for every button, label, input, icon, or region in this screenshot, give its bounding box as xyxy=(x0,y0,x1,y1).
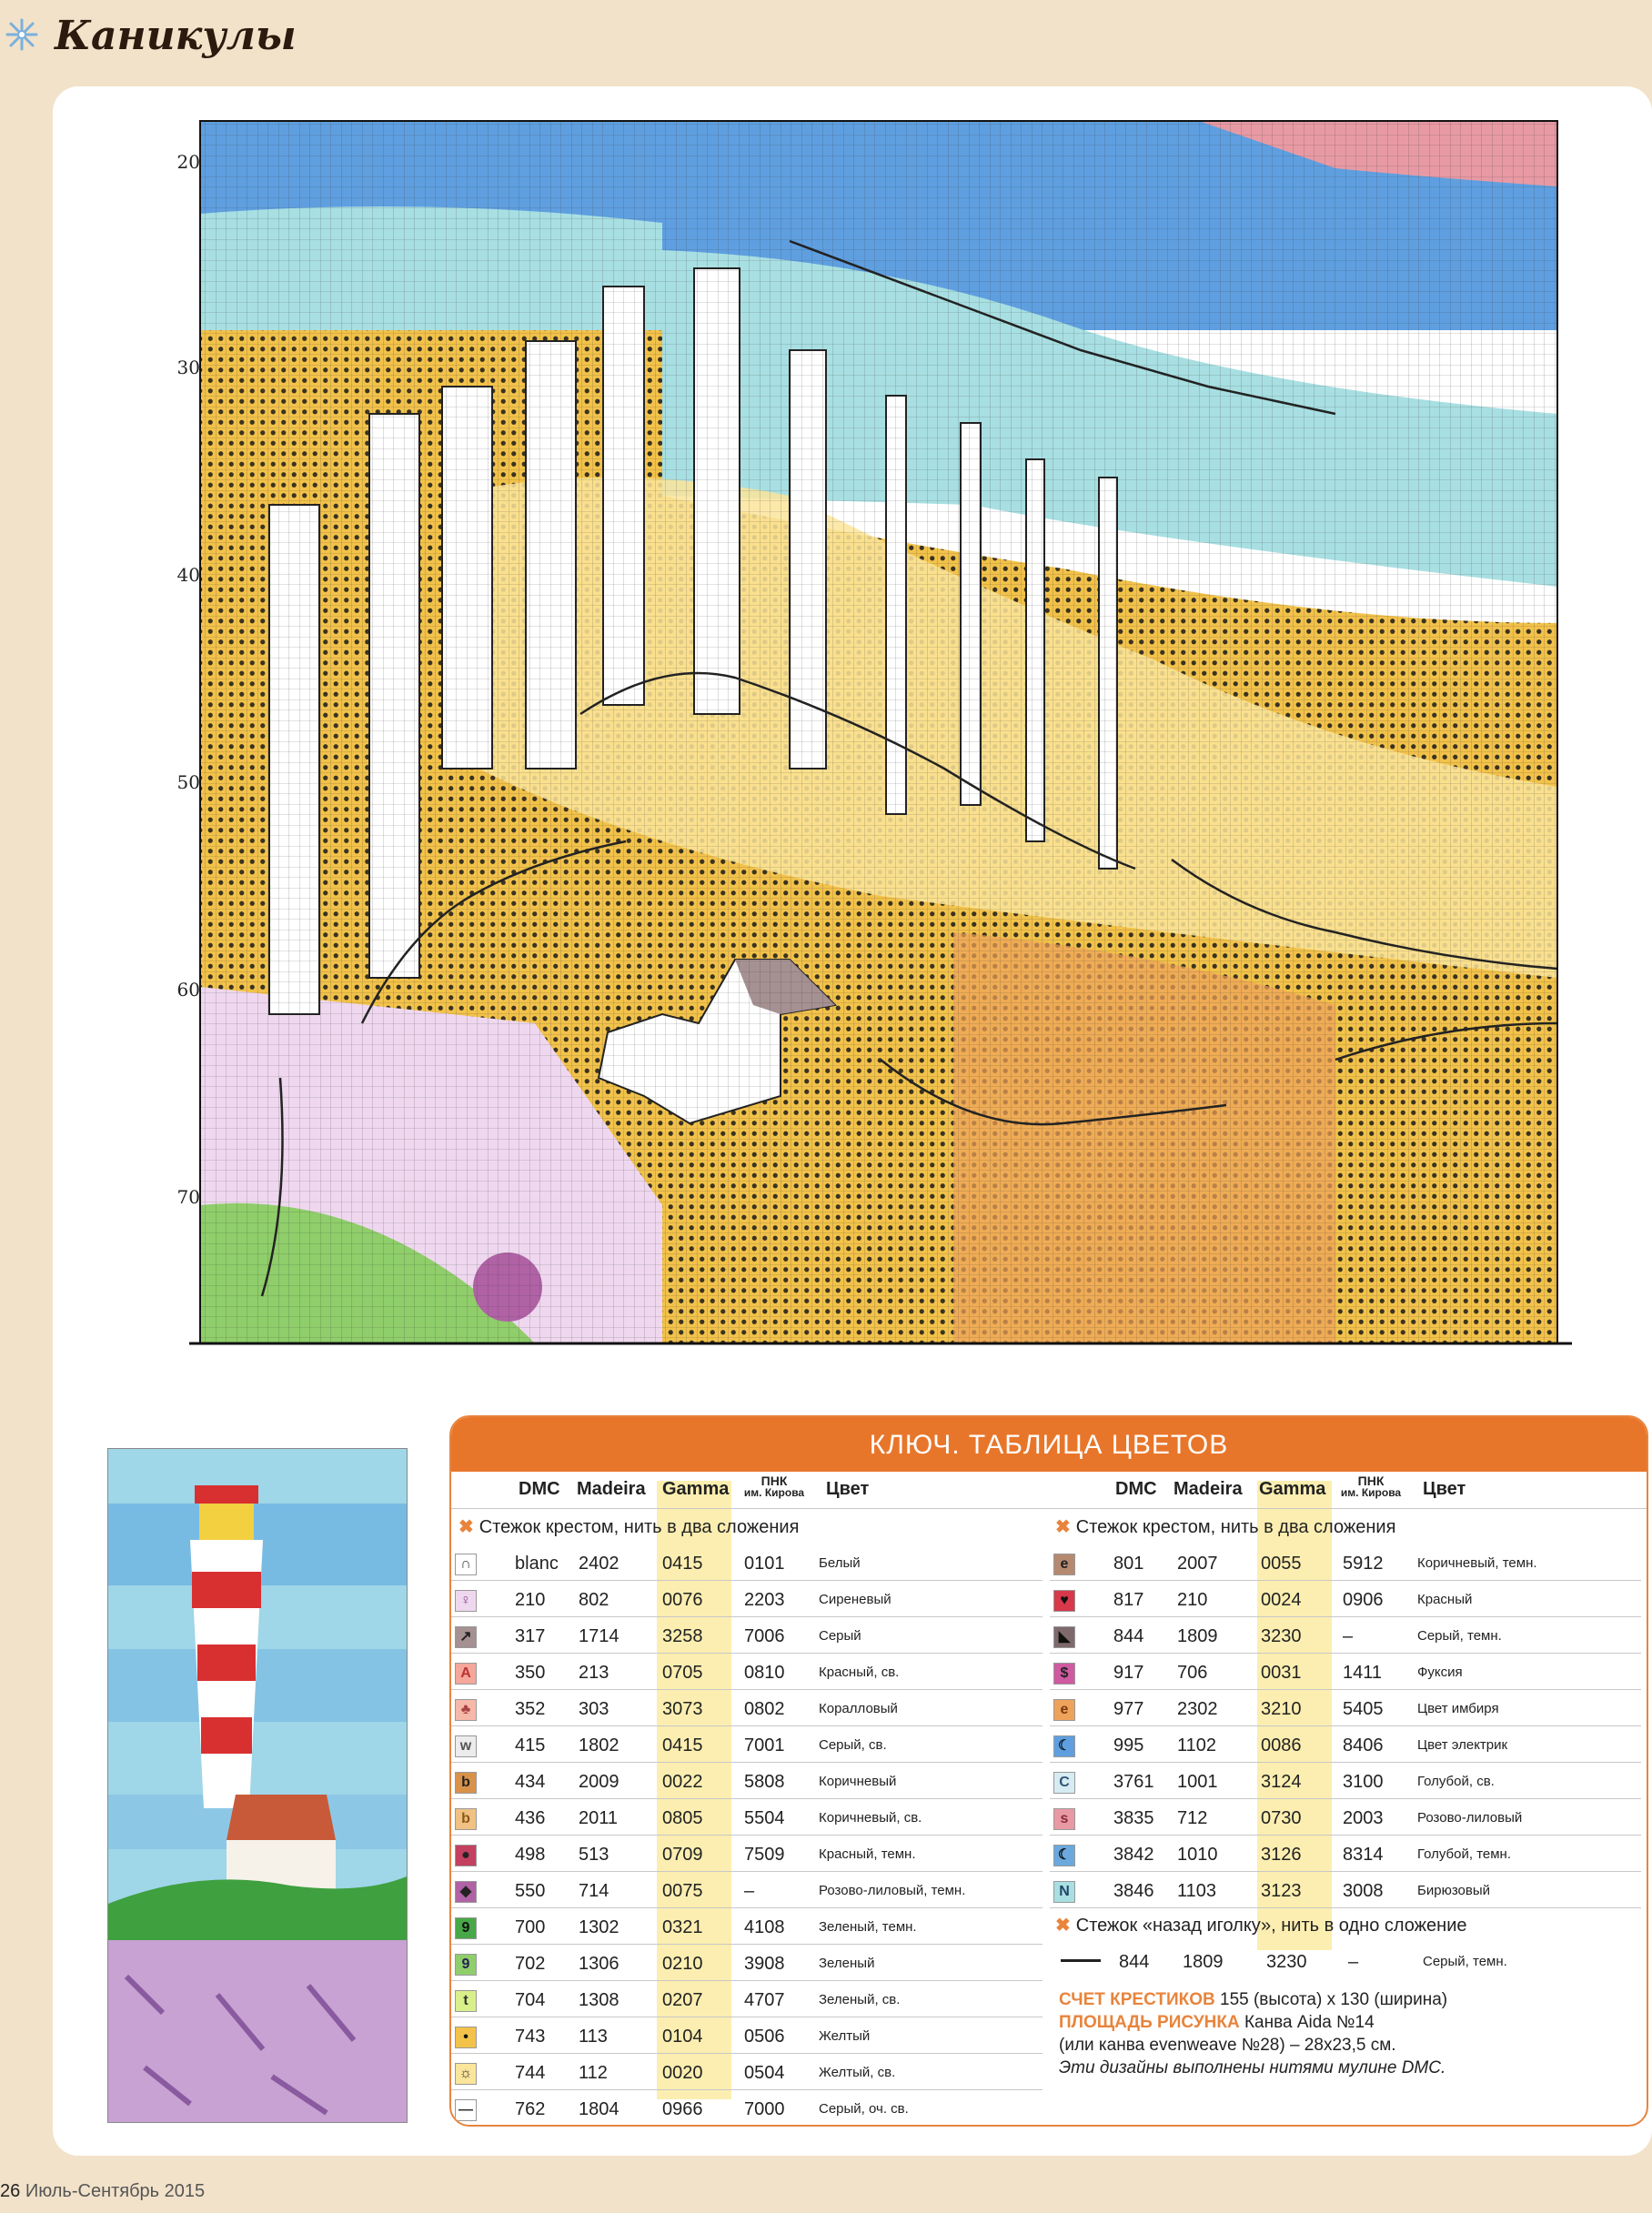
stitch-count xyxy=(1059,1990,1447,2010)
color-row xyxy=(451,1872,1043,1908)
dmc-value: 704 xyxy=(515,1990,546,2010)
madeira-value: 706 xyxy=(1177,1663,1208,1683)
pnk-value: 0506 xyxy=(744,2027,785,2047)
symbol-icon: t xyxy=(455,1990,477,2012)
pnk-value: 0906 xyxy=(1343,1590,1384,1610)
color-row xyxy=(451,1945,1043,1981)
symbol-icon: N xyxy=(1053,1881,1075,1903)
col-madeira: Madeira xyxy=(1174,1479,1243,1499)
symbol-icon: ☾ xyxy=(1053,1735,1075,1757)
color-row xyxy=(451,1981,1043,2017)
color-name: Желтый, св. xyxy=(819,2065,896,2080)
dmc-value: 3835 xyxy=(1113,1808,1154,1828)
gamma-value: 3073 xyxy=(662,1699,703,1719)
color-name: Желтый xyxy=(819,2028,871,2044)
pnk-value: 7001 xyxy=(744,1735,785,1755)
row-number: 20 xyxy=(176,151,200,173)
color-row xyxy=(1050,1763,1641,1799)
color-name: Цвет имбиря xyxy=(1417,1701,1499,1716)
gamma-value: 0020 xyxy=(662,2063,703,2083)
symbol-icon: ∩ xyxy=(455,1554,477,1575)
symbol-icon: ◆ xyxy=(455,1881,477,1903)
symbol-icon: 9 xyxy=(455,1954,477,1976)
gamma-value: 0805 xyxy=(662,1808,703,1828)
row-number: 60 xyxy=(176,979,200,1001)
dmc-value: 744 xyxy=(515,2063,546,2083)
gamma-value: 0210 xyxy=(662,1954,703,1974)
pnk-value: 7006 xyxy=(744,1626,785,1646)
madeira-value: 1809 xyxy=(1177,1626,1218,1646)
dmc-value: 434 xyxy=(515,1772,546,1792)
madeira-value: 1010 xyxy=(1177,1845,1218,1865)
col-gamma: Gamma xyxy=(1259,1479,1326,1499)
madeira-value: 1001 xyxy=(1177,1772,1218,1792)
madeira-value: 1302 xyxy=(579,1917,620,1937)
header-divider xyxy=(451,1508,1647,1509)
color-row xyxy=(451,1544,1043,1581)
pnk-value: 4707 xyxy=(744,1990,785,2010)
row-number: 50 xyxy=(176,771,200,793)
section-label: Стежок «назад иголку», нить в одно сложение xyxy=(1075,1916,1467,1936)
gamma-value: 0730 xyxy=(1261,1808,1302,1828)
madeira-value: 210 xyxy=(1177,1590,1208,1610)
dmc-value: 317 xyxy=(515,1626,546,1646)
dmc-value: 844 xyxy=(1119,1952,1150,1972)
gamma-value: 0086 xyxy=(1261,1735,1302,1755)
symbol-icon: ♥ xyxy=(1053,1590,1075,1612)
gamma-value: 0076 xyxy=(662,1590,703,1610)
color-name: Коричневый, св. xyxy=(819,1810,922,1826)
madeira-value: 2011 xyxy=(579,1808,619,1828)
color-row xyxy=(1050,1617,1641,1654)
col-pnk xyxy=(1339,1475,1403,1499)
color-name: Цвет электрик xyxy=(1417,1737,1508,1753)
dmc-value: 762 xyxy=(515,2099,546,2119)
color-row xyxy=(451,2054,1043,2090)
symbol-icon: • xyxy=(455,2027,477,2048)
color-name: Белый xyxy=(819,1555,861,1571)
pnk-value: 5808 xyxy=(744,1772,785,1792)
gamma-value: 3126 xyxy=(1261,1845,1302,1865)
pnk-value: 0802 xyxy=(744,1699,785,1719)
color-name: Серый, темн. xyxy=(1417,1628,1502,1644)
gamma-value: 3124 xyxy=(1261,1772,1302,1792)
gamma-value: 0966 xyxy=(662,2099,703,2119)
symbol-icon: ☼ xyxy=(455,2063,477,2085)
pnk-value: 8314 xyxy=(1343,1845,1384,1865)
symbol-icon: $ xyxy=(1053,1663,1075,1685)
madeira-value: 112 xyxy=(579,2063,608,2083)
color-row xyxy=(451,1690,1043,1726)
pnk-value: 2203 xyxy=(744,1590,785,1610)
col-pnk-label: ПНК xyxy=(761,1474,788,1488)
madeira-value: 2302 xyxy=(1177,1699,1218,1719)
dmc-value: 3846 xyxy=(1113,1881,1154,1901)
color-name: Сиреневый xyxy=(819,1592,891,1607)
color-name: Бирюзовый xyxy=(1417,1883,1490,1898)
gamma-value: 0321 xyxy=(662,1917,703,1937)
col-dmc: DMC xyxy=(519,1479,560,1499)
col-dmc: DMC xyxy=(1115,1479,1157,1499)
color-row xyxy=(1050,1690,1641,1726)
symbol-icon: ♣ xyxy=(455,1699,477,1721)
color-row xyxy=(451,1581,1043,1617)
color-name: Коричневый xyxy=(819,1774,897,1789)
color-row xyxy=(1050,1836,1641,1872)
color-row xyxy=(451,1836,1043,1872)
color-name: Фуксия xyxy=(1417,1665,1463,1680)
madeira-value: 1804 xyxy=(579,2099,620,2119)
pnk-value: 5405 xyxy=(1343,1699,1384,1719)
symbol-icon: b xyxy=(455,1808,477,1830)
col-color: Цвет xyxy=(826,1479,870,1499)
lighthouse-photo xyxy=(107,1448,408,2123)
col-madeira: Madeira xyxy=(577,1479,646,1499)
page-footer xyxy=(0,2181,205,2202)
madeira-value: 2009 xyxy=(579,1772,620,1792)
row-number: 70 xyxy=(176,1186,200,1208)
symbol-icon: e xyxy=(1053,1554,1075,1575)
symbol-icon: — xyxy=(455,2099,477,2121)
pnk-value: 3908 xyxy=(744,1954,785,1974)
madeira-value: 714 xyxy=(579,1881,609,1901)
row-number: 40 xyxy=(176,564,200,586)
color-name: Зеленый xyxy=(819,1956,875,1971)
dmc-value: 415 xyxy=(515,1735,546,1755)
pnk-value: – xyxy=(744,1881,755,1901)
col-pnk-sub: им. Кирова xyxy=(743,1486,805,1499)
color-name: Зеленый, темн. xyxy=(819,1919,917,1935)
color-name: Коралловый xyxy=(819,1701,898,1716)
madeira-value: 1103 xyxy=(1177,1881,1217,1901)
page-header xyxy=(0,0,1652,86)
madeira-value: 2007 xyxy=(1177,1554,1218,1574)
color-name: Красный, св. xyxy=(819,1665,900,1680)
color-name: Серый, св. xyxy=(819,1737,887,1753)
color-row xyxy=(451,2017,1043,2054)
color-row xyxy=(1050,1581,1641,1617)
symbol-icon: A xyxy=(455,1663,477,1685)
symbol-icon: 9 xyxy=(455,1917,477,1939)
color-row xyxy=(1050,1726,1641,1763)
page-number: 26 xyxy=(0,2181,21,2201)
gamma-value: 0207 xyxy=(662,1990,703,2010)
pnk-value: 5912 xyxy=(1343,1554,1384,1574)
symbol-icon: b xyxy=(455,1772,477,1794)
design-area-value: Канва Aida №14 xyxy=(1244,2013,1375,2032)
backstitch-line-icon xyxy=(1061,1959,1101,1962)
color-row xyxy=(451,1726,1043,1763)
gamma-value: 3230 xyxy=(1266,1952,1307,1972)
symbol-icon: ♀ xyxy=(455,1590,477,1612)
gamma-value: 0055 xyxy=(1261,1554,1302,1574)
color-name: Серый, оч. св. xyxy=(819,2101,909,2117)
col-color: Цвет xyxy=(1423,1479,1466,1499)
madeira-value: 113 xyxy=(579,2027,608,2047)
madeira-value: 1809 xyxy=(1183,1952,1224,1972)
madeira-value: 1102 xyxy=(1177,1735,1217,1755)
dmc-value: 3842 xyxy=(1113,1845,1154,1865)
madeira-value: 513 xyxy=(579,1845,609,1865)
dmc-value: 550 xyxy=(515,1881,546,1901)
dmc-value: 210 xyxy=(515,1590,546,1610)
color-name: Серый xyxy=(819,1628,861,1644)
star-icon: ✖ xyxy=(1055,1916,1071,1936)
color-name: Серый, темн. xyxy=(1423,1954,1507,1969)
symbol-icon: ● xyxy=(455,1845,477,1866)
dmc-value: 436 xyxy=(515,1808,546,1828)
col-pnk-label: ПНК xyxy=(1357,1474,1385,1488)
dmc-value: 498 xyxy=(515,1845,546,1865)
symbol-icon: C xyxy=(1053,1772,1075,1794)
color-row xyxy=(1050,1544,1641,1581)
gamma-value: 3210 xyxy=(1261,1699,1302,1719)
dmc-value: 350 xyxy=(515,1663,546,1683)
dmc-value: blanc xyxy=(515,1554,559,1574)
color-row xyxy=(1050,1872,1641,1908)
stitch-count-label: СЧЕТ КРЕСТИКОВ xyxy=(1059,1990,1215,2009)
dmc-value: 700 xyxy=(515,1917,546,1937)
color-row xyxy=(451,1763,1043,1799)
pnk-value: 7509 xyxy=(744,1845,785,1865)
row-divider xyxy=(451,2126,1043,2127)
symbol-icon: ◣ xyxy=(1053,1626,1075,1648)
pnk-value: 0101 xyxy=(744,1554,785,1574)
dmc-value: 352 xyxy=(515,1699,546,1719)
row-divider xyxy=(1050,1907,1641,1908)
color-row xyxy=(1050,1799,1641,1836)
symbol-icon: ☾ xyxy=(1053,1845,1075,1866)
thread-note: Эти дизайны выполнены нитями мулине DMC. xyxy=(1059,2058,1446,2077)
color-name: Голубой, св. xyxy=(1417,1774,1495,1789)
row-number: 30 xyxy=(176,357,200,378)
section-label: Стежок крестом, нить в два сложения xyxy=(1075,1517,1396,1537)
symbol-icon: ↗ xyxy=(455,1626,477,1648)
madeira-value: 1802 xyxy=(579,1735,620,1755)
dmc-value: 801 xyxy=(1113,1554,1144,1574)
gamma-value: 0104 xyxy=(662,2027,703,2047)
gamma-value: 0024 xyxy=(1261,1590,1302,1610)
madeira-value: 1308 xyxy=(579,1990,620,2010)
pnk-value: 3008 xyxy=(1343,1881,1384,1901)
key-title: КЛЮЧ. ТАБЛИЦА ЦВЕТОВ xyxy=(451,1417,1647,1472)
pnk-value: 4108 xyxy=(744,1917,785,1937)
stitch-count-value: 155 (высота) x 130 (ширина) xyxy=(1220,1990,1448,2009)
symbol-icon: s xyxy=(1053,1808,1075,1830)
color-name: Коричневый, темн. xyxy=(1417,1555,1537,1571)
section-cross-stitch xyxy=(458,1515,799,1538)
section-cross-stitch xyxy=(1055,1515,1395,1538)
pnk-value: 5504 xyxy=(744,1808,785,1828)
canvas-alt: (или канва evenweave №28) – 28x23,5 см. xyxy=(1059,2036,1396,2055)
pnk-value: – xyxy=(1348,1952,1359,1972)
design-area-label: ПЛОЩАДЬ РИСУНКА xyxy=(1059,2013,1240,2032)
symbol-icon: w xyxy=(455,1735,477,1757)
gamma-value: 0415 xyxy=(662,1735,703,1755)
madeira-value: 1306 xyxy=(579,1954,620,1974)
pnk-value: – xyxy=(1343,1626,1354,1646)
star-icon: ✖ xyxy=(1055,1517,1071,1537)
gamma-value: 3123 xyxy=(1261,1881,1302,1901)
pnk-value: 0504 xyxy=(744,2063,785,2083)
section-label: Стежок крестом, нить в два сложения xyxy=(478,1517,800,1537)
color-row xyxy=(451,1617,1043,1654)
gamma-value: 0031 xyxy=(1261,1663,1302,1683)
design-area xyxy=(1059,2013,1375,2033)
gamma-value: 0075 xyxy=(662,1881,703,1901)
color-key-table xyxy=(449,1415,1648,2127)
pnk-value: 0810 xyxy=(744,1663,785,1683)
backstitch-row xyxy=(1055,1943,1647,1979)
pnk-value: 1411 xyxy=(1343,1663,1383,1683)
gamma-value: 3230 xyxy=(1261,1626,1302,1646)
madeira-value: 2402 xyxy=(579,1554,620,1574)
madeira-value: 303 xyxy=(579,1699,609,1719)
dmc-value: 817 xyxy=(1113,1590,1144,1610)
symbol-icon: e xyxy=(1053,1699,1075,1721)
dmc-value: 3761 xyxy=(1113,1772,1154,1792)
color-row xyxy=(451,1799,1043,1836)
pnk-value: 8406 xyxy=(1343,1735,1384,1755)
dmc-value: 977 xyxy=(1113,1699,1144,1719)
dmc-value: 743 xyxy=(515,2027,546,2047)
gamma-value: 0705 xyxy=(662,1663,703,1683)
dmc-value: 702 xyxy=(515,1954,546,1974)
col-gamma: Gamma xyxy=(662,1479,730,1499)
color-row xyxy=(451,1908,1043,1945)
color-row xyxy=(451,2090,1043,2127)
color-row xyxy=(1050,1654,1641,1690)
color-name: Зеленый, св. xyxy=(819,1992,901,2007)
pnk-value: 7000 xyxy=(744,2099,785,2119)
gamma-value: 3258 xyxy=(662,1626,703,1646)
madeira-value: 1714 xyxy=(579,1626,620,1646)
madeira-value: 213 xyxy=(579,1663,609,1683)
star-icon: ✖ xyxy=(458,1517,474,1537)
color-name: Красный xyxy=(1417,1592,1473,1607)
section-backstitch xyxy=(1055,1914,1467,1936)
madeira-value: 712 xyxy=(1177,1808,1208,1828)
pnk-value: 2003 xyxy=(1343,1808,1384,1828)
dmc-value: 917 xyxy=(1113,1663,1144,1683)
col-pnk xyxy=(742,1475,806,1499)
color-name: Розово-лиловый xyxy=(1417,1810,1523,1826)
page-title: Каникулы xyxy=(55,13,297,59)
color-name: Красный, темн. xyxy=(819,1846,916,1862)
col-pnk-sub: им. Кирова xyxy=(1340,1486,1402,1499)
issue-date: Июль-Сентябрь 2015 xyxy=(25,2181,206,2201)
cross-stitch-chart xyxy=(153,114,1581,1369)
color-name: Розово-лиловый, темн. xyxy=(819,1883,966,1898)
pnk-value: 3100 xyxy=(1343,1772,1384,1792)
gamma-value: 0022 xyxy=(662,1772,703,1792)
color-name: Голубой, темн. xyxy=(1417,1846,1512,1862)
madeira-value: 802 xyxy=(579,1590,609,1610)
dmc-value: 995 xyxy=(1113,1735,1144,1755)
gamma-value: 0709 xyxy=(662,1845,703,1865)
flower-icon xyxy=(4,16,40,53)
gamma-value: 0415 xyxy=(662,1554,703,1574)
dmc-value: 844 xyxy=(1113,1626,1144,1646)
color-row xyxy=(451,1654,1043,1690)
